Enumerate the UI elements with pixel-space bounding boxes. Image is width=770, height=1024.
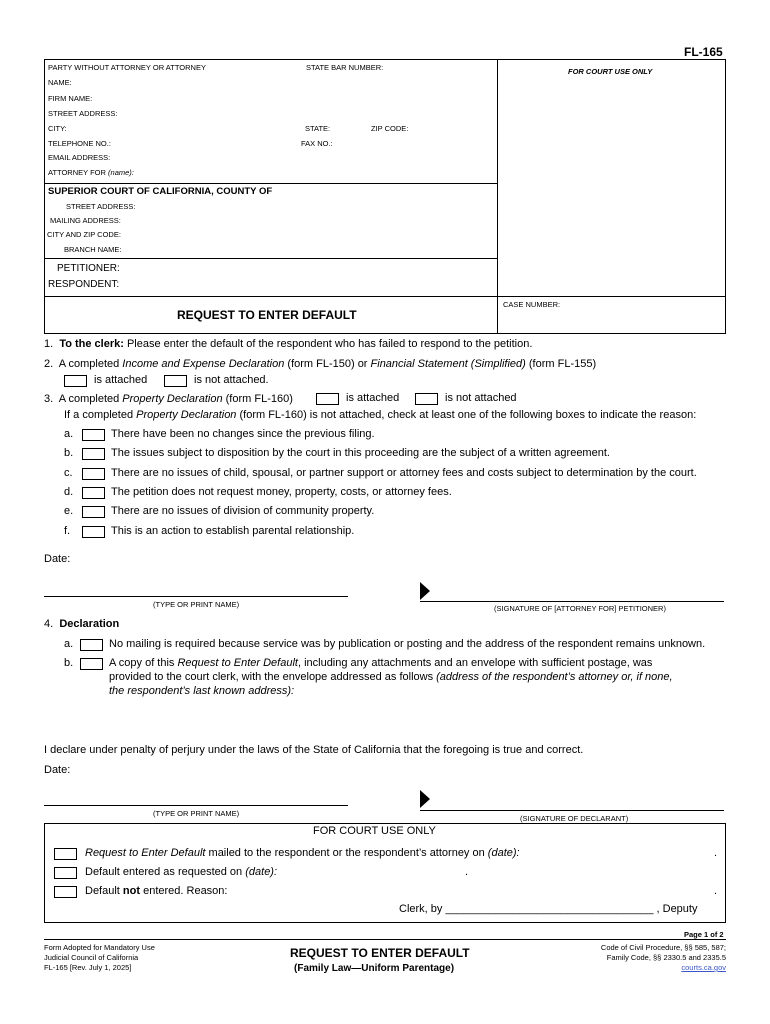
type-print-label-1: (TYPE OR PRINT NAME) xyxy=(153,600,240,609)
name-line-2[interactable] xyxy=(44,805,348,806)
item-3-instruction-3: (form FL-160) is not attached, check at least one of the following boxes to indicate the reason: xyxy=(236,409,697,421)
item-2-text-4: Financial Statement (Simplified) xyxy=(370,358,526,370)
item-4a-checkbox[interactable] xyxy=(80,639,103,651)
item-4 xyxy=(44,618,119,630)
reason-c-checkbox[interactable] xyxy=(82,468,105,480)
not-entered-dot: . xyxy=(714,885,718,897)
reason-a-checkbox[interactable] xyxy=(82,429,105,441)
fax-field[interactable]: FAX NO.: xyxy=(301,139,333,148)
email-field[interactable]: EMAIL ADDRESS: xyxy=(48,153,111,162)
court-mailing-field[interactable]: MAILING ADDRESS: xyxy=(50,216,121,225)
date-label-1[interactable]: Date: xyxy=(44,553,71,565)
item-2 xyxy=(44,358,596,370)
item-4b-checkbox[interactable] xyxy=(80,658,103,670)
perjury-statement: I declare under penalty of perjury under the laws of the State of California that the foregoing is true and correct. xyxy=(44,744,584,756)
clerk-line[interactable]: Clerk, by __________________________________ , Deputy xyxy=(399,903,698,915)
footer-revision: FL-165 [Rev. July 1, 2025] xyxy=(44,963,132,972)
party-label: PARTY WITHOUT ATTORNEY OR ATTORNEY xyxy=(48,63,206,72)
reason-c-letter: c. xyxy=(64,467,73,479)
signature-line-2[interactable] xyxy=(420,810,724,811)
city-field[interactable]: CITY: xyxy=(48,124,67,133)
default-entered-text-2: (date): xyxy=(245,866,278,878)
mailed-checkbox[interactable] xyxy=(54,848,77,860)
reason-d-letter: d. xyxy=(64,486,74,498)
item-2-text-3: (form FL-150) or xyxy=(284,358,371,370)
name-field[interactable]: NAME: xyxy=(48,78,72,87)
item-3-attached-checkbox[interactable] xyxy=(316,393,339,405)
not-entered-text-2: not xyxy=(122,885,141,897)
mailed-text-3: (date): xyxy=(487,847,520,859)
reason-b-text: The issues subject to disposition by the court in this proceeding are the subject of a written agreement. xyxy=(111,447,610,459)
document-title: REQUEST TO ENTER DEFAULT xyxy=(177,308,357,322)
reason-f-checkbox[interactable] xyxy=(82,526,105,538)
item-1-text: Please enter the default of the respondent who has failed to respond to the petition. xyxy=(126,338,533,350)
default-entered-dot: . xyxy=(465,866,469,878)
default-entered-line xyxy=(85,866,277,878)
court-street-field[interactable]: STREET ADDRESS: xyxy=(66,202,136,211)
attorney-for-note: (name): xyxy=(108,168,134,177)
sig-declarant-label: (SIGNATURE OF DECLARANT) xyxy=(520,814,629,823)
court-title: SUPERIOR COURT OF CALIFORNIA, COUNTY OF xyxy=(48,186,273,197)
item-1-lead: To the clerk: xyxy=(59,338,124,350)
signature-arrow-1-icon xyxy=(420,582,430,600)
court-use-title: FOR COURT USE ONLY xyxy=(313,825,436,837)
reason-e-letter: e. xyxy=(64,505,74,517)
item-3-instruction xyxy=(64,409,696,421)
item-3-instruction-1: If a completed xyxy=(64,409,137,421)
reason-f-text: This is an action to establish parental relationship. xyxy=(111,525,355,537)
firm-name-field[interactable]: FIRM NAME: xyxy=(48,94,93,103)
default-not-entered-checkbox[interactable] xyxy=(54,886,77,898)
item-4b-text-1: A copy of this xyxy=(109,657,178,669)
footer-adopted: Form Adopted for Mandatory Use xyxy=(44,943,155,952)
item-3-not-attached-checkbox[interactable] xyxy=(415,393,438,405)
court-use-label: FOR COURT USE ONLY xyxy=(568,67,653,76)
page-number: Page 1 of 2 xyxy=(684,930,724,939)
item-3 xyxy=(44,393,293,405)
caption-rule-3 xyxy=(44,296,726,297)
attorney-for-field[interactable] xyxy=(48,168,134,177)
state-field[interactable]: STATE: xyxy=(305,124,331,133)
item-4a-text: No mailing is required because service was by publication or posting and the address of the respondent remains unknown. xyxy=(109,638,706,650)
date-label-2[interactable]: Date: xyxy=(44,764,71,776)
name-line-1[interactable] xyxy=(44,596,348,597)
form-number: FL-165 xyxy=(684,45,723,59)
item-2-text-5: (form FL-155) xyxy=(525,358,597,370)
reason-d-text: The petition does not request money, property, costs, or attorney fees. xyxy=(111,486,452,498)
mailed-text-1: Request to Enter Default xyxy=(85,847,206,859)
item-3-attached-label: is attached xyxy=(346,392,400,404)
type-print-label-2: (TYPE OR PRINT NAME) xyxy=(153,809,240,818)
item-3-text-1: A completed xyxy=(58,393,123,405)
reason-f-letter: f. xyxy=(64,525,71,537)
court-branch-field[interactable]: BRANCH NAME: xyxy=(64,245,122,254)
caption-rule-2 xyxy=(44,258,497,259)
not-entered-text-1: Default xyxy=(85,885,123,897)
reason-d-checkbox[interactable] xyxy=(82,487,105,499)
reason-c-text: There are no issues of child, spousal, or partner support or attorney fees and costs subject to determination by the court. xyxy=(111,467,697,479)
default-not-entered-line xyxy=(85,885,227,897)
reason-e-text: There are no issues of division of community property. xyxy=(111,505,375,517)
attorney-for-label: ATTORNEY FOR xyxy=(48,168,106,177)
item-1-number: 1. xyxy=(44,338,54,350)
item-2-attached-checkbox[interactable] xyxy=(64,375,87,387)
item-3-not-attached-label: is not attached xyxy=(445,392,517,404)
sig-attorney-label: (SIGNATURE OF [ATTORNEY FOR] PETITIONER) xyxy=(494,604,666,613)
reason-b-checkbox[interactable] xyxy=(82,448,105,460)
telephone-field[interactable]: TELEPHONE NO.: xyxy=(48,139,111,148)
reason-a-text: There have been no changes since the previous filing. xyxy=(111,428,375,440)
mailed-dot: . xyxy=(714,847,718,859)
footer-council: Judicial Council of California xyxy=(44,953,139,962)
item-2-text-2: Income and Expense Declaration xyxy=(122,358,285,370)
caption-rule-1 xyxy=(44,183,497,184)
item-4a-letter: a. xyxy=(64,638,74,650)
item-2-text-1: A completed xyxy=(58,358,123,370)
signature-line-1[interactable] xyxy=(420,601,724,602)
item-3-number: 3. xyxy=(44,393,54,405)
mailed-line xyxy=(85,847,520,859)
item-3-text-3: (form FL-160) xyxy=(222,393,293,405)
item-2-number: 2. xyxy=(44,358,54,370)
item-4b-line-1 xyxy=(109,657,652,669)
footer-code-2: Family Code, §§ 2330.5 and 2335.5 xyxy=(606,953,726,962)
item-1 xyxy=(44,338,532,350)
item-4-number: 4. xyxy=(44,618,54,630)
case-number-field[interactable]: CASE NUMBER: xyxy=(503,300,561,309)
item-4b-text-3: , including any attachments and an envelope with sufficient postage, was xyxy=(297,657,653,669)
footer-subtitle: (Family Law—Uniform Parentage) xyxy=(294,963,455,974)
item-3-text-2: Property Declaration xyxy=(122,393,223,405)
item-4b-text-5: (address of the respondent’s attorney or, if none, xyxy=(436,671,673,683)
footer-url-link[interactable]: courts.ca.gov xyxy=(681,963,726,972)
zip-field[interactable]: ZIP CODE: xyxy=(371,124,409,133)
footer-rule xyxy=(44,939,726,940)
not-entered-text-3: entered. Reason: xyxy=(140,885,228,897)
respondent-field[interactable]: RESPONDENT: xyxy=(48,279,120,290)
item-2-not-attached-label: is not attached. xyxy=(194,374,269,386)
caption-divider xyxy=(497,59,498,334)
default-entered-checkbox[interactable] xyxy=(54,867,77,879)
item-4b-line-3: the respondent’s last known address): xyxy=(109,685,295,697)
item-3-instruction-2: Property Declaration xyxy=(136,409,237,421)
footer-title: REQUEST TO ENTER DEFAULT xyxy=(290,946,470,960)
footer-code-1: Code of Civil Procedure, §§ 585, 587; xyxy=(600,943,726,952)
reason-e-checkbox[interactable] xyxy=(82,506,105,518)
street-address-field[interactable]: STREET ADDRESS: xyxy=(48,109,118,118)
petitioner-field[interactable]: PETITIONER: xyxy=(57,263,120,274)
default-entered-text-1: Default entered as requested on xyxy=(85,866,246,878)
reason-a-letter: a. xyxy=(64,428,74,440)
item-2-attached-label: is attached xyxy=(94,374,148,386)
court-city-zip-field[interactable]: CITY AND ZIP CODE: xyxy=(47,230,121,239)
reason-b-letter: b. xyxy=(64,447,74,459)
item-4b-text-4: provided to the court clerk, with the envelope addressed as follows xyxy=(109,671,437,683)
item-4b-letter: b. xyxy=(64,657,74,669)
signature-arrow-2-icon xyxy=(420,790,430,808)
item-2-not-attached-checkbox[interactable] xyxy=(164,375,187,387)
item-4-title: Declaration xyxy=(59,618,120,630)
item-4b-text-2: Request to Enter Default xyxy=(177,657,298,669)
item-4b-line-2 xyxy=(109,671,673,683)
state-bar-label: STATE BAR NUMBER: xyxy=(306,63,384,72)
mailed-text-2: mailed to the respondent or the respondent’s attorney on xyxy=(205,847,488,859)
